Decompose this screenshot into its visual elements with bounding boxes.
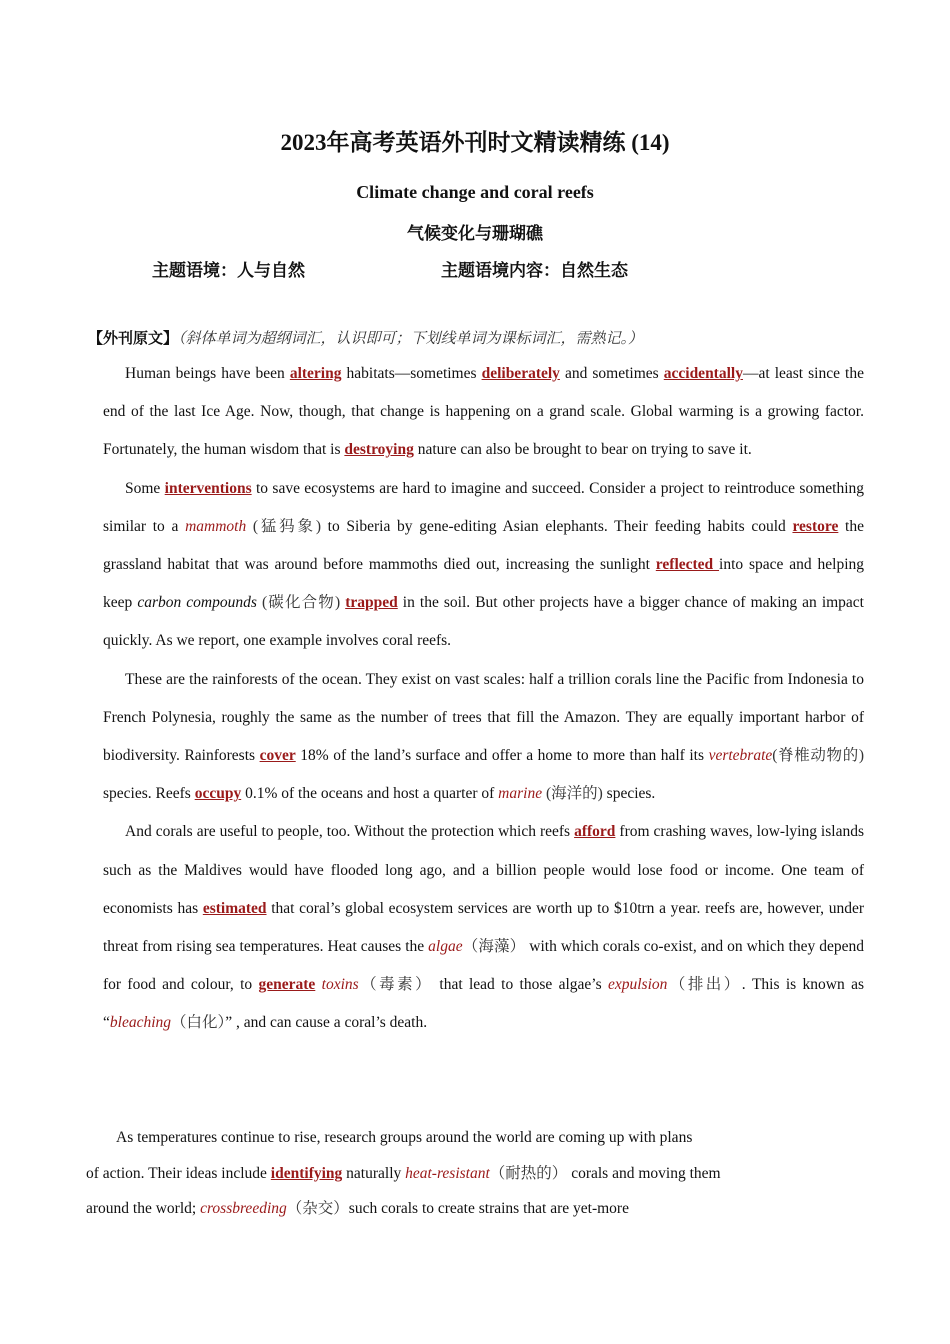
advanced-word: mammoth bbox=[185, 517, 247, 535]
advanced-word: algae bbox=[428, 938, 463, 956]
theme-context: 主题语境：人与自然 bbox=[152, 261, 305, 280]
vocab-word: cover bbox=[259, 747, 296, 765]
vocab-word: occupy bbox=[194, 785, 242, 803]
chinese-gloss: (脊椎动物的) bbox=[772, 747, 865, 765]
chinese-gloss: （耐热的） bbox=[489, 1164, 568, 1182]
chinese-gloss: (海洋的) bbox=[542, 785, 603, 803]
vocab-word: deliberately bbox=[481, 365, 560, 382]
advanced-word: crossbreeding bbox=[200, 1200, 287, 1217]
article-title: Climate change and coral reefs bbox=[356, 182, 594, 202]
vocab-word: restore bbox=[792, 517, 839, 535]
vocab-word: altering bbox=[289, 365, 342, 382]
vocab-word: destroying bbox=[344, 441, 414, 459]
chinese-gloss: （海藻） bbox=[462, 938, 526, 956]
vocab-word: generate bbox=[258, 976, 316, 994]
vocab-word: afford bbox=[574, 823, 616, 841]
vocab-word: interventions bbox=[164, 479, 252, 497]
chinese-gloss: (猛犸象) bbox=[246, 517, 321, 535]
paragraph-5-line-1: As temperatures continue to rise, research groups around the world are coming up with plans bbox=[116, 1129, 693, 1146]
section-label: 【外刊原文】 bbox=[88, 331, 179, 347]
advanced-word: carbon compounds bbox=[137, 594, 257, 612]
section-note: （斜体单词为超纲词汇，认识即可；下划线单词为课标词汇，需熟记。） bbox=[178, 331, 644, 347]
chinese-gloss: （排出） bbox=[667, 976, 742, 994]
advanced-word: vertebrate bbox=[708, 747, 773, 765]
vocab-word: trapped bbox=[345, 594, 398, 612]
section-header bbox=[88, 327, 643, 348]
paragraph-5 bbox=[86, 1120, 786, 1227]
advanced-word: bleaching bbox=[109, 1014, 172, 1032]
vocab-word: accidentally bbox=[663, 365, 743, 382]
paragraph-5-line-3: around the world; crossbreeding（杂交）such corals to create strains that are yet-more bbox=[86, 1200, 629, 1217]
chinese-gloss: （白化） bbox=[171, 1014, 226, 1032]
paragraph-1: Human beings have been altering habitats—sometimes deliberately and sometimes accidentally—at least since the end of the last Ice Age. Now, though, that change is happening on a grand scale. Global warming is a growing factor. Fortunately, the human wisdom that is destroying nature can also be brought to bear on trying to save it. bbox=[103, 365, 864, 459]
document-title: 2023年高考英语外刊时文精读精练 (14) bbox=[280, 130, 670, 155]
advanced-word: toxins bbox=[321, 976, 359, 994]
vocab-word: reflected bbox=[655, 556, 720, 574]
paragraph-2: Some interventions to save ecosystems are hard to imagine and succeed. Consider a project to reintroduce something similar to a mammoth (猛犸象) to Siberia by gene-editing Asian elephants. Their feeding habits could restore the grassland habitat that was around before mammoths died out, increasing the sunlight reflected into space and helping keep carbon compounds (碳化合物) trapped in the soil. But other projects have a bigger chance of making an impact quickly. As we report, one example involves coral reefs. bbox=[103, 479, 865, 650]
paragraph-5-line-2: of action. Their ideas include identifying naturally heat-resistant（耐热的） corals and moving them bbox=[86, 1164, 721, 1182]
paragraph-3: These are the rainforests of the ocean. They exist on vast scales: half a trillion corals line the Pacific from Indonesia to French Polynesia, roughly the same as the number of trees that fill the Amazon. They are equally important harbor of biodiversity. Rainforests cover 18% of the land’s surface and offer a home to more than half its vertebrate(脊椎动物的) species. Reefs occupy 0.1% of the oceans and host a quarter of marine (海洋的) species. bbox=[103, 670, 865, 803]
advanced-word: heat-resistant bbox=[405, 1164, 490, 1182]
chinese-gloss: （毒素） bbox=[358, 976, 434, 994]
chinese-gloss: (碳化合物) bbox=[256, 594, 346, 612]
advanced-word: marine bbox=[498, 785, 543, 803]
paragraph-4: And corals are useful to people, too. Without the protection which reefs afford from crashing waves, low-lying islands such as the Maldives would have flooded long ago, and a billion people would lose food or income. One team of economists has estimated that coral’s global ecosystem services are worth up to $10trn a year. reefs are, however, under threat from rising sea temperatures. Heat causes the algae（海藻） with which corals co-exist, and on which they depend for food and colour, to generate toxins（毒素） that lead to those algae’s expulsion（排出）. This is known as “bleaching（白化）” , and can cause a coral’s death. bbox=[103, 823, 864, 1032]
chinese-gloss: （杂交） bbox=[286, 1200, 349, 1217]
article-title-chinese: 气候变化与珊瑚礁 bbox=[407, 224, 543, 243]
article-body bbox=[103, 355, 864, 1043]
advanced-word: expulsion bbox=[607, 976, 668, 994]
vocab-word: identifying bbox=[270, 1164, 343, 1182]
vocab-word: estimated bbox=[202, 899, 267, 917]
theme-content: 主题语境内容：自然生态 bbox=[441, 261, 628, 280]
